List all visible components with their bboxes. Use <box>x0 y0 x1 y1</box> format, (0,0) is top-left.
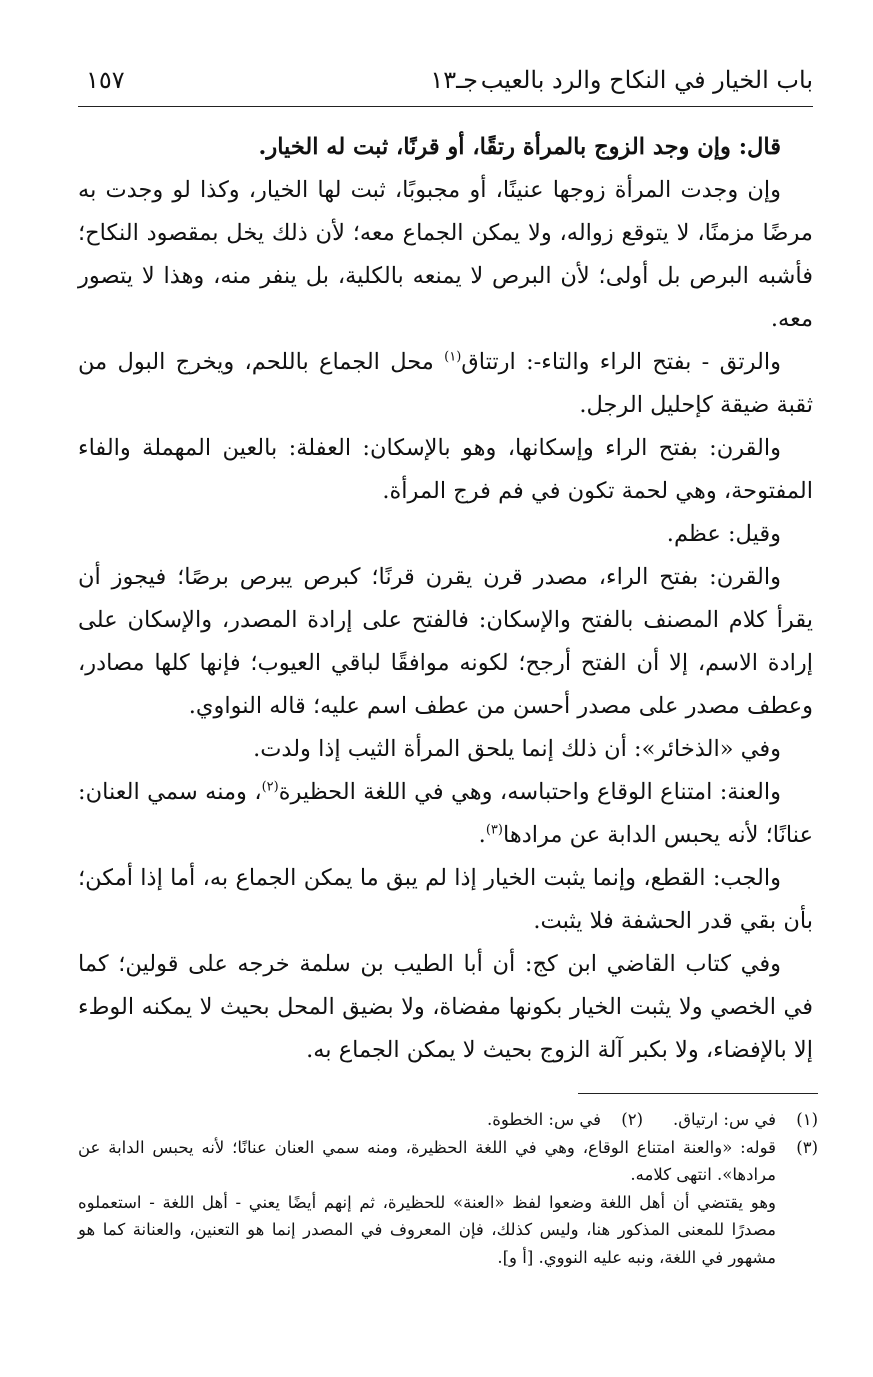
paragraph: قال: وإن وجد الزوج بالمرأة رتقًا، أو قرنًا، ثبت له الخيار. <box>258 134 781 160</box>
footnote-reference: (٣) <box>485 822 503 838</box>
footnote <box>78 1134 818 1189</box>
paragraph <box>78 341 813 427</box>
paragraph: وإن وجدت المرأة زوجها عنينًا، أو مجبوبًا، ثبت لها الخيار، وكذا لو وجدت به مرضًا مزمنًا، لا يتوقع زواله، ولا يمكن الجماع معه؛ لأن ذلك يخل بمقصود النكاح؛ فأشبه البرص بل أولى؛ لأن البرص لا يمنعه بالكلية، بل ينفر منه، وهذا لا يتصور معه. <box>78 177 813 332</box>
footnote-line <box>78 1106 818 1134</box>
footnote-continuation: وهو يقتضي أن أهل اللغة وضعوا لفظ «العنة» للحظيرة، ثم إنهم أيضًا يعني - أهل اللغة - استعملوه مصدرًا للمعنى المذكور هنا، وليس كذلك، فإن المعروف في المصدر إنما هو التعنين، والعنانة كما هو مشهور في اللغة، ونبه عليه النووي. [أ و]. <box>78 1192 776 1267</box>
footnotes <box>78 1106 818 1271</box>
paragraph: والقرن: بفتح الراء، مصدر قرن يقرن قرنًا؛ كبرص يبرص برصًا؛ فيجوز أن يقرأ كلام المصنف بالفتح والإسكان: فالفتح على إرادة المصدر، والإسكان على إرادة الاسم، إلا أن الفتح أرجح؛ لكونه موافقًا لباقي العيوب؛ فإنها كلها مصادر، وعطف مصدر على مصدر أحسن من عطف اسم عليه؛ قاله النواوي. <box>78 564 813 719</box>
paragraph: وفي كتاب القاضي ابن كج: أن أبا الطيب بن سلمة خرجه على قولين؛ كما في الخصي ولا يثبت الخيار بكونها مفضاة، ولا بضيق المحل بحيث لا يمكنه الوطء إلا بالإفضاء، ولا بكبر آلة الزوج بحيث لا يمكن الجماع به. <box>78 951 813 1063</box>
footnote-text: في س: الخطوة. <box>486 1110 601 1129</box>
footnote <box>487 1106 643 1134</box>
footnote-text: قوله: «والعنة امتناع الوقاع، وهي في اللغة الحظيرة، ومنه سمي العنان عنانًا؛ لأنه يحبس الدابة عن مرادها». انتهى كلامه. <box>78 1137 776 1184</box>
paragraph-text: ، ومنه سمي العنان: عنانًا؛ لأنه يحبس الدابة عن مرادها <box>78 779 813 848</box>
paragraph-text: . <box>478 822 486 848</box>
footnote-reference: (١) <box>444 349 462 365</box>
footnote-reference: (٢) <box>261 779 279 795</box>
paragraph: وفي «الذخائر»: أن ذلك إنما يلحق المرأة الثيب إذا ولدت. <box>253 736 781 762</box>
paragraph: وقيل: عظم. <box>666 521 781 547</box>
paragraph: والجب: القطع، وإنما يثبت الخيار إذا لم يبق ما يمكن الجماع به، أما إذا أمكن؛ بأن بقي قدر الحشفة فلا يثبت. <box>78 865 813 934</box>
page-number: ١٥٧ <box>86 66 125 94</box>
footnote-divider <box>578 1093 818 1094</box>
paragraph <box>78 771 813 857</box>
volume-number: جـ١٣ <box>430 66 478 94</box>
chapter-title: باب الخيار في النكاح والرد بالعيب <box>480 66 813 94</box>
footnote-number: (٢) <box>621 1110 643 1129</box>
footnote-number: (١) <box>796 1110 818 1129</box>
header-divider <box>78 106 813 107</box>
footnote-text: في س: ارتياق. <box>672 1110 776 1129</box>
running-header <box>78 60 813 100</box>
paragraph-text: والرتق - بفتح الراء والتاء-: ارتتاق <box>461 349 781 375</box>
footnote-number: (٣) <box>796 1137 818 1157</box>
footnote <box>643 1106 818 1134</box>
paragraph-text: محل الجماع باللحم، ويخرج البول من ثقبة ضيقة كإحليل الرجل. <box>78 349 813 418</box>
paragraph-text: والعنة: امتناع الوقاع واحتباسه، وهي في اللغة الحظيرة <box>278 779 781 805</box>
paragraph: والقرن: بفتح الراء وإسكانها، وهو بالإسكان: العفلة: بالعين المهملة والفاء المفتوحة، وهي لحمة تكون في فم فرج المرأة. <box>78 435 813 504</box>
main-text <box>78 126 813 1072</box>
